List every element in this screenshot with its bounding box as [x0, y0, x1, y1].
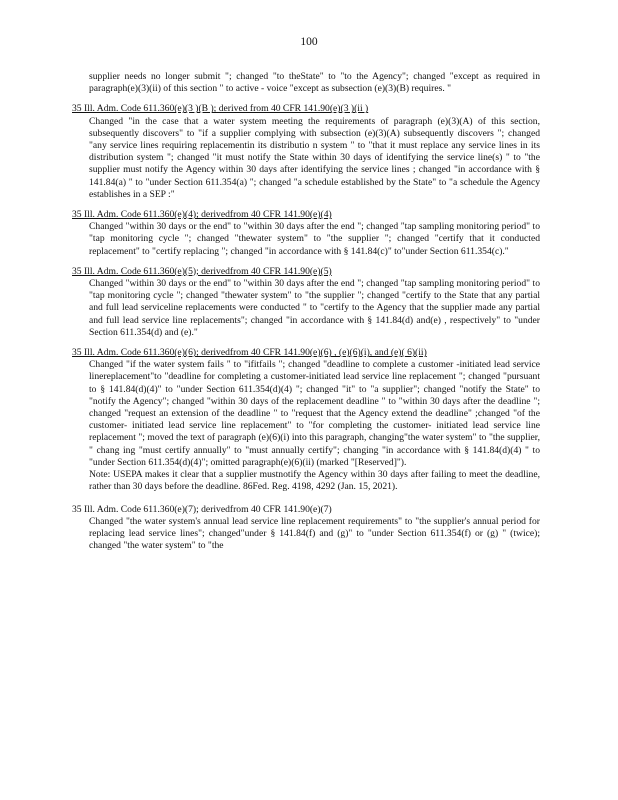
section-body: Changed "in the case that a water system meeting the requirements of paragraph (e)(3)(A) of this section, subsequently discovers" to "if a supplier complying with subsection (e)(3)(A) subsequently discovers "; changed "any service lines requiring replacementin its distributio n system " to "that it must replace any service lines in its distribution system "; changed "it must notify the State within 30 days of identifying the service line(s) " to "the supplier must notify the Agency within 30 days after identifying the service lines ; changed "in accordance with § 141.84(a) " to "under Section 611.354(a) "; changed "a schedule established by the State" to "a schedule the Agency establishes in a SEP :"	[89, 115, 540, 200]
section-body: Changed "within 30 days or the end" to "within 30 days after the end "; changed "tap sampling monitoring period" to "tap monitoring cycle "; changed "thewater system" to "the supplier "; changed "certify to the State that any partial and full lead serviceline replacements were conducted " to "certify to the Agency that the supplier made any partial and full lead service line replacements"; changed "in accordance with § 141.84(d) and(e) , respectively" to "under Section 611.354(d) and (e)."	[89, 278, 540, 338]
section-e6	[72, 347, 540, 493]
section-heading: 35 Ill. Adm. Code 611.360(e)(4); derivedfrom 40 CFR 141.90(e)(4)	[72, 209, 332, 221]
section-body: Changed "if the water system fails " to "ifitfails "; changed "deadline to complete a customer -initiated lead service linereplacement"to "deadline for completing a customer-initiated lead service line replacement "; changed "pursuant to § 141.84(d)(4)" to "under Section 611.354(d)(4) "; changed "it" to "a supplier"; changed "notify the State" to "notify the Agency"; changed "within 30 days of the replacement deadline " to "within 30 days after the deadline "; changed "request an extension of the deadline " to "request that the Agency extend the deadline" ;changed "of the customer- initiated lead service line replacement" to "for completing the customer- initiated lead service line replacement "; moved the text of paragraph (e)(6)(i) into this paragraph, changing"the water system" to "the supplier, " chang ing "must certify annually" to "must annually certify"; changing "in accordance with § 141.84(d)(4) " to "under Section 611.354(d)(4)"; omitted paragraph(e)(6)(ii) (marked "[Reserved]").	[89, 359, 540, 468]
note-paragraph: Note: USEPA makes it clear that a supplier mustnotify the Agency within 30 days after failing to meet the deadline, rather than 30 days before the deadline. 86Fed. Reg. 4198, 4292 (Jan. 15, 2021).	[89, 469, 540, 493]
section-e7	[72, 504, 540, 553]
page-number: 100	[300, 36, 318, 48]
section-body: Changed "within 30 days or the end" to "within 30 days after the end "; changed "tap sampling monitoring period" to "tap monitoring cycle "; changed "thewater system" to "the supplier "; changed "certify that it conducted replacement" to "certify replacing "; changed "in accordance with § 141.84(c)" to"under Section 611.354(c)."	[89, 221, 540, 257]
section-e3b	[72, 103, 540, 201]
intro-paragraph: supplier needs no longer submit "; changed "to theState" to "to the Agency"; changed "except as required in paragraph(e)(3)(ii) of this section " to active - voice "except as subsection (e)(3)(B) requires. "	[89, 71, 540, 95]
page-content	[72, 71, 540, 552]
section-heading: 35 Ill. Adm. Code 611.360(e)(5); derivedfrom 40 CFR 141.90(e)(5)	[72, 265, 332, 277]
section-heading: 35 Ill. Adm. Code 611.360(e)(6); derivedfrom 40 CFR 141.90(e)(6) , (e)(6)(i), and (e)( 6)(ii)	[72, 347, 427, 359]
section-e4	[72, 209, 540, 258]
section-e5	[72, 266, 540, 339]
section-body: Changed "the water system's annual lead service line replacement requirements" to "the supplier's annual period for replacing lead service lines"; changed"under § 141.84(f) and (g)" to "under Section 611.354(f) or (g) " (twice); changed "the water system" to "the	[89, 515, 540, 552]
section-heading: 35 Ill. Adm. Code 611.360(e)(7); derivedfrom 40 CFR 141.90(e)(7)	[72, 503, 332, 515]
section-heading: 35 Ill. Adm. Code 611.360(e)(3 )(B ); derived from 40 CFR 141.90(e)(3 )(ii )	[72, 103, 369, 115]
